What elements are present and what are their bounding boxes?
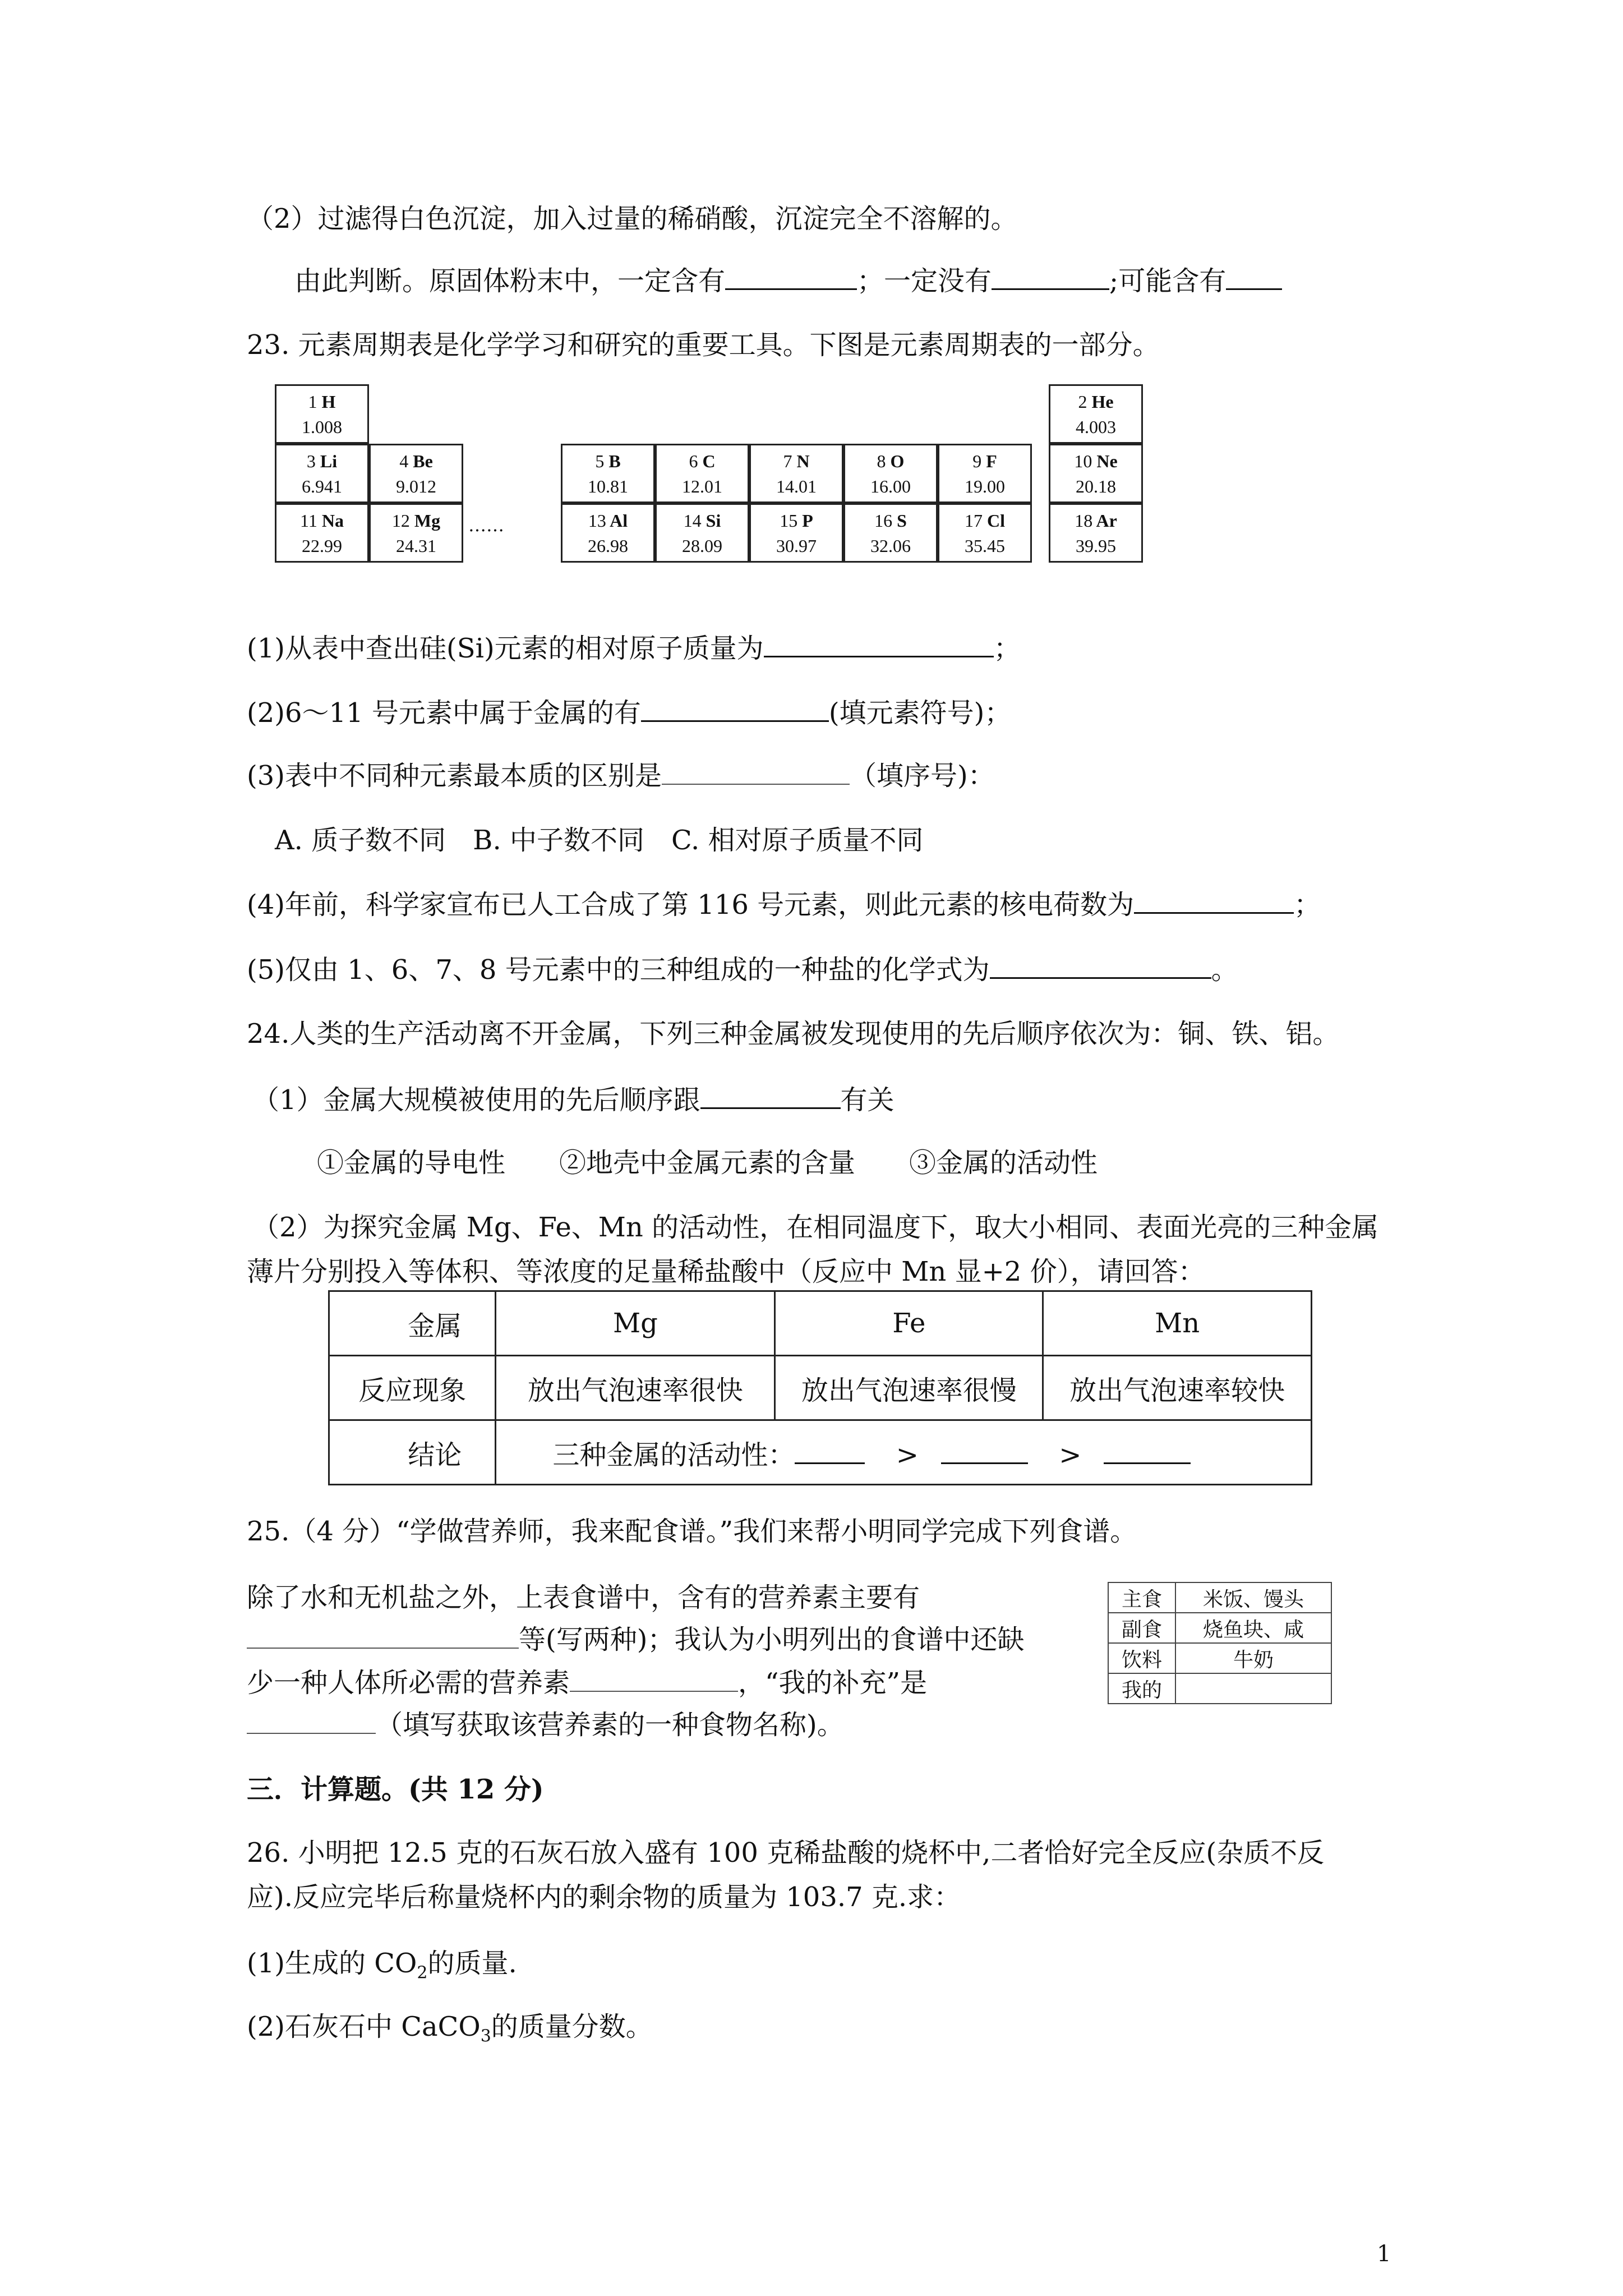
- q23-p2-text: (2)6～11 号元素中属于金属的有: [247, 697, 641, 729]
- element-number: 17: [965, 510, 983, 531]
- element-symbol: [371, 510, 462, 531]
- element-number: 18: [1075, 510, 1093, 531]
- element-cell: [749, 503, 843, 563]
- element-symbol-text: He: [1091, 392, 1114, 412]
- element-mass: 19.00: [965, 476, 1005, 496]
- element-symbol-text: H: [321, 392, 336, 412]
- table-row: [1108, 1582, 1331, 1613]
- element-cell: [275, 384, 369, 444]
- q25-l4: [247, 1708, 844, 1742]
- q23-blank-2[interactable]: [641, 696, 829, 722]
- element-number: 8: [877, 451, 886, 471]
- element-symbol: [562, 510, 653, 531]
- q23-blank-3[interactable]: [662, 759, 850, 785]
- q22-judge-mid2: ;可能含有: [1109, 265, 1227, 297]
- cell-fe: Fe: [775, 1291, 1043, 1356]
- element-mass: 26.98: [588, 536, 628, 556]
- q25-l3-suffix: ，“我的补充”是: [738, 1667, 928, 1699]
- element-number: 14: [683, 510, 702, 531]
- q25-l2-text: 等(写两种)；我认为小明列出的食谱中还缺: [519, 1624, 1025, 1655]
- q23-p5-text: (5)仅由 1、6、7、8 号元素中的三种组成的一种盐的化学式为: [247, 954, 990, 986]
- q24-intro: 24.人类的生产活动离不开金属，下列三种金属被发现使用的先后顺序依次为：铜、铁、铝。: [247, 1018, 1340, 1050]
- q22-judge-prefix: 由此判断。原固体粉末中，一定含有: [294, 265, 726, 297]
- element-number: 6: [689, 451, 698, 471]
- conclusion-blank-3[interactable]: [1104, 1438, 1191, 1464]
- cell-conclusion: [496, 1420, 1312, 1485]
- element-symbol: [276, 510, 367, 531]
- cell-mn-phenomenon: 放出气泡速率较快: [1043, 1356, 1312, 1420]
- element-symbol-text: Be: [413, 451, 433, 471]
- element-symbol-text: O: [890, 451, 905, 471]
- element-symbol: [845, 451, 936, 472]
- element-symbol-text: Si: [706, 510, 721, 531]
- element-symbol: [939, 510, 1030, 531]
- q22-judge-mid1: ；一定没有: [857, 265, 992, 297]
- q25-l4-text: （填写获取该营养素的一种食物名称)。: [376, 1709, 844, 1741]
- q24-p1-suffix: 有关: [840, 1084, 895, 1116]
- table-row: [329, 1291, 1312, 1356]
- q23-p1-suffix: ；: [993, 633, 1021, 664]
- q22-blank-maybe[interactable]: [1226, 264, 1282, 290]
- element-number: 9: [972, 451, 982, 471]
- q25-intro: 25.（4 分）“学做营养师，我来配食谱。”我们来帮小明同学完成下列食谱。: [247, 1516, 1137, 1547]
- q22-judge: [294, 264, 1282, 298]
- element-symbol: [276, 451, 367, 472]
- cell-mn: Mn: [1043, 1291, 1312, 1356]
- q24-p2-line1: （2）为探究金属 Mg、Fe、Mn 的活动性，在相同温度下，取大小相同、表面光亮的三种金属: [252, 1212, 1379, 1243]
- element-mass: 6.941: [302, 476, 342, 496]
- element-cell: [369, 444, 463, 503]
- element-symbol-text: Cl: [987, 510, 1005, 531]
- q23-p4: [247, 887, 1321, 922]
- element-symbol: [751, 451, 842, 472]
- element-symbol: [371, 451, 462, 472]
- element-mass: 10.81: [588, 476, 628, 496]
- element-symbol-text: Ne: [1096, 451, 1118, 471]
- gt-sign: >: [1059, 1439, 1082, 1471]
- element-cell: [275, 444, 369, 503]
- table-row: [1108, 1673, 1331, 1704]
- element-symbol-text: C: [702, 451, 716, 471]
- q23-p3-text: (3)表中不同种元素最本质的区别是: [247, 760, 662, 792]
- element-symbol: [845, 510, 936, 531]
- element-mass: 12.01: [682, 476, 722, 496]
- q25-l2: [247, 1623, 1024, 1657]
- table-row: [329, 1356, 1312, 1420]
- q22-step2: （2）过滤得白色沉淀，加入过量的稀硝酸，沉淀完全不溶解的。: [247, 203, 1018, 234]
- element-number: 3: [306, 451, 316, 471]
- element-cell: [843, 503, 938, 563]
- element-cell: [655, 444, 749, 503]
- gt-sign: >: [896, 1439, 919, 1471]
- element-number: 15: [780, 510, 798, 531]
- q26-p2-suffix: 的质量分数。: [491, 2011, 653, 2042]
- q25-blank-3[interactable]: [247, 1708, 376, 1734]
- q25-l3: [247, 1666, 927, 1700]
- q24-p1-text: （1）金属大规模被使用的先后顺序跟: [252, 1084, 700, 1116]
- q24-p2-line2: 薄片分别投入等体积、等浓度的足量稀盐酸中（反应中 Mn 显+2 价），请回答：: [247, 1256, 1205, 1287]
- element-symbol-text: F: [986, 451, 997, 471]
- q26-p2-text: (2)石灰石中 CaCO: [247, 2011, 481, 2042]
- q23-p1: [247, 631, 1021, 665]
- menu-label: 主食: [1108, 1582, 1175, 1613]
- table-ellipsis: ……: [468, 514, 504, 536]
- element-mass: 22.99: [302, 536, 342, 556]
- element-symbol-text: Li: [320, 451, 338, 471]
- element-mass: 32.06: [870, 536, 911, 556]
- menu-label: 副食: [1108, 1613, 1175, 1643]
- q23-p4-text: (4)年前，科学家宣布已人工合成了第 116 号元素，则此元素的核电荷数为: [247, 889, 1135, 921]
- element-mass: 35.45: [965, 536, 1005, 556]
- element-symbol-text: Mg: [414, 510, 441, 531]
- element-cell: [275, 503, 369, 563]
- element-number: 5: [595, 451, 605, 471]
- menu-value[interactable]: [1175, 1673, 1331, 1704]
- menu-value: 烧鱼块、咸: [1175, 1613, 1331, 1643]
- q22-blank-not[interactable]: [992, 264, 1109, 290]
- element-number: 11: [300, 510, 317, 531]
- conclusion-blank-1[interactable]: [795, 1438, 865, 1464]
- q23-p5: [247, 953, 1238, 987]
- q22-blank-contains[interactable]: [725, 264, 857, 290]
- q25-l1: 除了水和无机盐之外，上表食谱中，含有的营养素主要有: [247, 1582, 920, 1613]
- element-mass: 16.00: [870, 476, 911, 496]
- q26-p1-suffix: 的质量.: [427, 1948, 517, 1979]
- element-mass: 1.008: [302, 417, 342, 437]
- element-symbol-text: Na: [321, 510, 344, 531]
- conclusion-blank-2[interactable]: [941, 1438, 1028, 1464]
- element-mass: 20.18: [1076, 476, 1116, 496]
- q23-intro: 23. 元素周期表是化学学习和研究的重要工具。下图是元素周期表的一部分。: [247, 329, 1160, 361]
- element-cell: [938, 444, 1032, 503]
- element-cell: [561, 444, 655, 503]
- q23-p3-suffix: （填序号)：: [850, 760, 995, 792]
- element-mass: 4.003: [1076, 417, 1116, 437]
- q26-line1: 26. 小明把 12.5 克的石灰石放入盛有 100 克稀盐酸的烧杯中,二者恰好完全反应(杂质不反: [247, 1837, 1325, 1869]
- cell-mg: Mg: [496, 1291, 775, 1356]
- element-cell: [843, 444, 938, 503]
- q23-options: A. 质子数不同 B. 中子数不同 C. 相对原子质量不同: [275, 825, 924, 856]
- element-symbol: [939, 451, 1030, 472]
- element-cell: [749, 444, 843, 503]
- cell-mg-phenomenon: 放出气泡速率很快: [496, 1356, 775, 1420]
- table-row: [1108, 1643, 1331, 1673]
- element-mass: 9.012: [396, 476, 436, 496]
- element-number: 13: [588, 510, 606, 531]
- header-conclusion: 结论: [329, 1420, 496, 1485]
- element-symbol: [751, 510, 842, 531]
- cell-fe-phenomenon: 放出气泡速率很慢: [775, 1356, 1043, 1420]
- element-number: 12: [391, 510, 410, 531]
- element-symbol-text: S: [897, 510, 907, 531]
- element-mass: 39.95: [1076, 536, 1116, 556]
- q23-p2-suffix: (填元素符号)；: [828, 697, 1012, 729]
- q23-blank-1[interactable]: [764, 631, 994, 657]
- element-symbol: [562, 451, 653, 472]
- element-symbol-text: Ar: [1096, 510, 1117, 531]
- metal-activity-table: [328, 1290, 1312, 1485]
- element-cell: [369, 503, 463, 563]
- element-cell: [561, 503, 655, 563]
- menu-value: 米饭、馒头: [1175, 1582, 1331, 1613]
- q26-line2: 应).反应完毕后称量烧杯内的剩余物的质量为 103.7 克.求：: [247, 1881, 961, 1913]
- element-symbol-text: P: [802, 510, 813, 531]
- header-metal: 金属: [329, 1291, 496, 1356]
- element-symbol: [1050, 392, 1141, 412]
- element-symbol: [657, 510, 748, 531]
- element-symbol: [1050, 451, 1141, 472]
- element-number: 7: [783, 451, 792, 471]
- q24-blank-1[interactable]: [700, 1083, 841, 1109]
- q23-p4-suffix: ；: [1294, 889, 1321, 921]
- q26-p1-sub: 2: [417, 1963, 428, 1983]
- element-symbol-text: N: [796, 451, 810, 471]
- table-row: [329, 1420, 1312, 1485]
- element-symbol: [276, 392, 367, 412]
- q26-p1-text: (1)生成的 CO: [247, 1948, 417, 1979]
- element-mass: 24.31: [396, 536, 436, 556]
- section-3-title: 三．计算题。(共 12 分): [247, 1774, 544, 1805]
- element-cell: [1049, 384, 1143, 444]
- element-cell: [655, 503, 749, 563]
- header-phenomenon: 反应现象: [329, 1356, 496, 1420]
- table-row: [1108, 1613, 1331, 1643]
- menu-label: 我的: [1108, 1673, 1175, 1704]
- q24-p1: [252, 1083, 895, 1117]
- q23-blank-5[interactable]: [990, 953, 1211, 979]
- menu-value: 牛奶: [1175, 1643, 1331, 1673]
- q25-blank-1[interactable]: [247, 1623, 519, 1649]
- page-number: 1: [1377, 2241, 1391, 2267]
- element-cell: [1049, 503, 1143, 563]
- q23-p1-text: (1)从表中查出硅(Si)元素的相对原子质量为: [247, 633, 764, 664]
- q23-p2: [247, 696, 1011, 730]
- element-cell: [1049, 444, 1143, 503]
- q25-blank-2[interactable]: [570, 1666, 738, 1692]
- q26-p2-sub: 3: [480, 2026, 491, 2046]
- element-number: 4: [399, 451, 409, 471]
- element-symbol: [657, 451, 748, 472]
- periodic-table: [275, 384, 1144, 564]
- q24-options: ①金属的导电性 ②地壳中金属元素的含量 ③金属的活动性: [317, 1147, 1098, 1179]
- q26-p2: [247, 2010, 653, 2054]
- conclusion-text: 三种金属的活动性：: [552, 1439, 795, 1471]
- q23-blank-4[interactable]: [1134, 887, 1294, 914]
- q25-l3-text: 少一种人体所必需的营养素: [247, 1667, 570, 1699]
- element-number: 10: [1074, 451, 1092, 471]
- element-symbol-text: Al: [610, 510, 628, 531]
- element-mass: 30.97: [776, 536, 817, 556]
- element-cell: [938, 503, 1032, 563]
- q23-p3: [247, 759, 995, 793]
- element-symbol: [1050, 510, 1141, 531]
- element-number: 1: [308, 392, 317, 412]
- menu-label: 饮料: [1108, 1643, 1175, 1673]
- element-mass: 28.09: [682, 536, 722, 556]
- element-number: 16: [874, 510, 893, 531]
- q23-p5-suffix: 。: [1211, 954, 1238, 986]
- element-number: 2: [1078, 392, 1087, 412]
- q26-p1: [247, 1947, 517, 1990]
- element-symbol-text: B: [608, 451, 621, 471]
- element-mass: 14.01: [776, 476, 817, 496]
- menu-table: [1108, 1582, 1332, 1704]
